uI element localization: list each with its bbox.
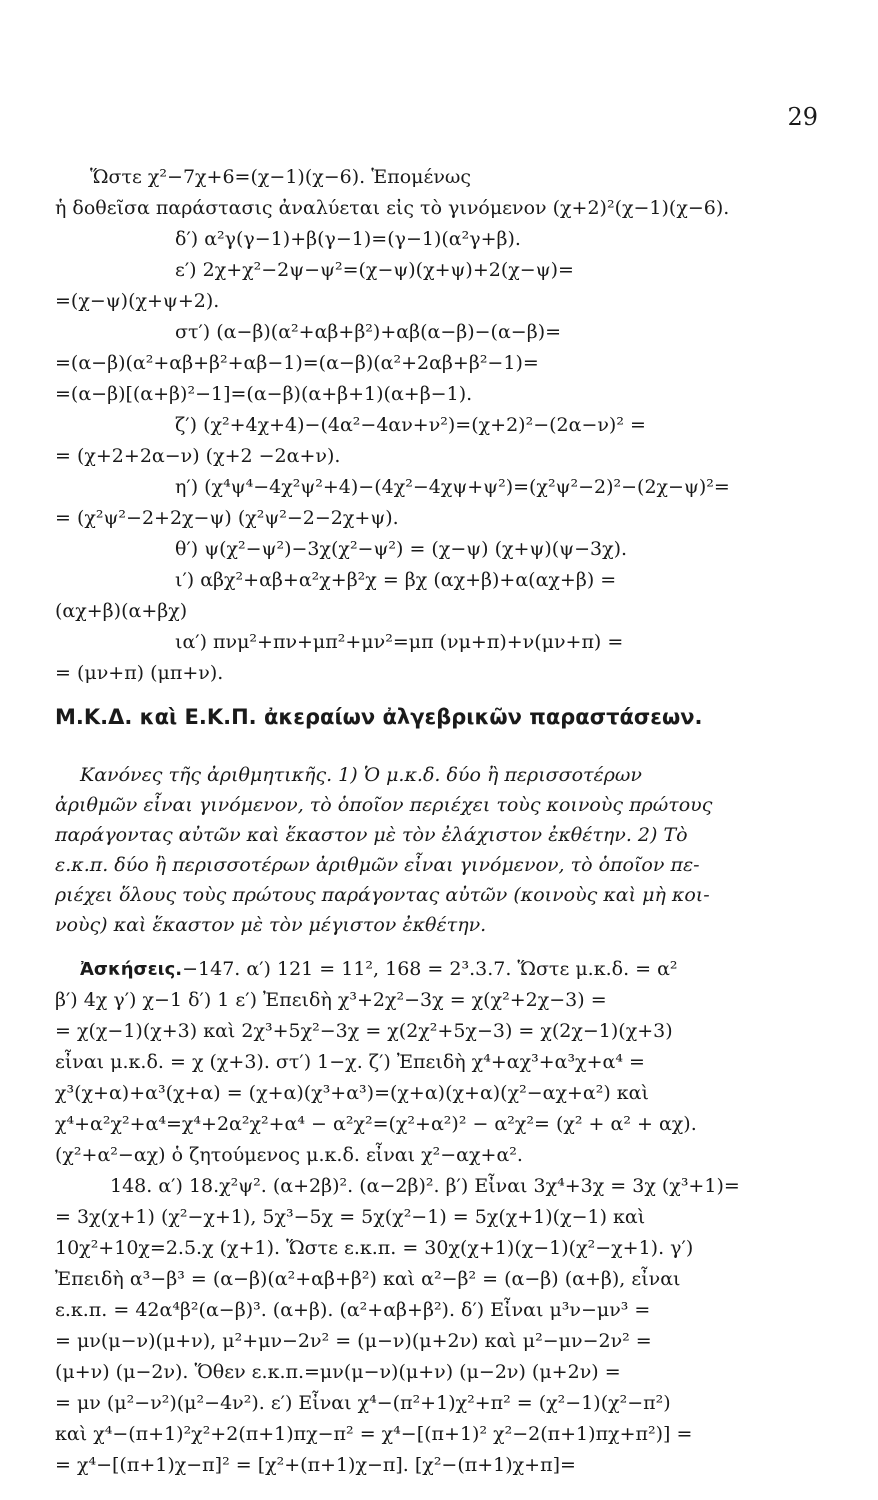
text-line: καὶ χ⁴−(π+1)²χ²+2(π+1)πχ−π² = χ⁴−[(π+1)² χ²−2(π+1)πχ+π²)] = [55, 1423, 693, 1445]
page-number: 29 [787, 103, 818, 131]
text-line: (χ²+α²−αχ) ὁ ζητούμενος μ.κ.δ. εἶναι χ²−αχ+α². [55, 1144, 523, 1166]
text-line: δ′) α²γ(γ−1)+β(γ−1)=(γ−1)(α²γ+β). [175, 228, 521, 250]
rule-line: ριέχει ὅλους τοὺς πρώτους παράγοντας αὐτῶν (κοινοὺς καὶ μὴ κοι- [55, 884, 710, 906]
rule-line: νοὺς) καὶ ἕκαστον μὲ τὸν μέγιστον ἐκθέτην. [55, 914, 487, 936]
text-line: ἡ δοθεῖσα παράστασις ἀναλύεται εἰς τὸ γινόμενον (χ+2)²(χ−1)(χ−6). [55, 197, 730, 219]
text-line: ζ′) (χ²+4χ+4)−(4α²−4αν+ν²)=(χ+2)²−(2α−ν)² = [175, 414, 646, 436]
text-line: χ³(χ+α)+α³(χ+α) = (χ+α)(χ³+α³)=(χ+α)(χ+α)(χ²−αχ+α²) καὶ [55, 1082, 649, 1104]
text-line: θ′) ψ(χ²−ψ²)−3χ(χ²−ψ²) = (χ−ψ) (χ+ψ)(ψ−3χ). [175, 538, 628, 560]
text-line: = 3χ(χ+1) (χ²−χ+1), 5χ³−5χ = 5χ(χ²−1) = 5χ(χ+1)(χ−1) καὶ [55, 1206, 646, 1228]
rule-line: παράγοντας αὐτῶν καὶ ἕκαστον μὲ τὸν ἐλάχιστον ἐκθέτην. 2) Τὸ [55, 824, 688, 846]
text-line: = χ(χ−1)(χ+3) καὶ 2χ³+5χ²−3χ = χ(2χ²+5χ−3) = χ(2χ−1)(χ+3) [55, 1020, 673, 1042]
rule-line: Κανόνες τῆς ἀριθμητικῆς. 1) Ὁ μ.κ.δ. δύο ἢ περισσοτέρων [80, 764, 642, 786]
text-line: =(χ−ψ)(χ+ψ+2). [55, 290, 220, 312]
text-line: (αχ+β)(α+βχ) [55, 600, 188, 622]
text-line: εἶναι μ.κ.δ. = χ (χ+3). στ′) 1−χ. ζ′) Ἐπειδὴ χ⁴+αχ³+α³χ+α⁴ = [55, 1051, 645, 1073]
text-line: χ⁴+α²χ²+α⁴=χ⁴+2α²χ²+α⁴ − α²χ²=(χ²+α²)² − α²χ²= (χ² + α² + αχ). [55, 1113, 697, 1135]
rule-line: ε.κ.π. δύο ἢ περισσοτέρων ἀριθμῶν εἶναι γινόμενον, τὸ ὁποῖον πε- [55, 854, 700, 876]
text-line: =(α−β)(α²+αβ+β²+αβ−1)=(α−β)(α²+2αβ+β²−1)= [55, 352, 539, 374]
text-line: = χ⁴−[(π+1)χ−π]² = [χ²+(π+1)χ−π]. [χ²−(π+1)χ+π]= [55, 1454, 576, 1476]
text-line: Ὥστε χ²−7χ+6=(χ−1)(χ−6). Ἑπομένως [90, 166, 472, 188]
rule-line: ἀριθμῶν εἶναι γινόμενον, τὸ ὁποῖον περιέχει τοὺς κοινοὺς πρώτους [55, 794, 713, 816]
text-line: = μν (μ²−ν²)(μ²−4ν²). ε′) Εἶναι χ⁴−(π²+1)χ²+π² = (χ²−1)(χ²−π²) [55, 1392, 671, 1414]
text-line: ε′) 2χ+χ²−2ψ−ψ²=(χ−ψ)(χ+ψ)+2(χ−ψ)= [175, 259, 574, 281]
text-line: στ′) (α−β)(α²+αβ+β²)+αβ(α−β)−(α−β)= [175, 321, 562, 343]
text-line: ι′) αβχ²+αβ+α²χ+β²χ = βχ (αχ+β)+α(αχ+β) = [175, 569, 617, 591]
exercises-label: Ἀσκήσεις. [80, 959, 183, 980]
text-line: Ἐπειδὴ α³−β³ = (α−β)(α²+αβ+β²) καὶ α²−β² = (α−β) (α+β), εἶναι [55, 1268, 681, 1290]
text-line: 148. α′) 18.χ²ψ². (α+2β)². (α−2β)². β′) Εἶναι 3χ⁴+3χ = 3χ (χ³+1)= [110, 1175, 740, 1197]
section-heading: Μ.Κ.Δ. καὶ Ε.Κ.Π. ἀκεραίων ἀλγεβρικῶν παραστάσεων. [55, 705, 703, 729]
text-line: ια′) πνμ²+πν+μπ²+μν²=μπ (νμ+π)+ν(μν+π) = [175, 631, 624, 653]
text-line: (μ+ν) (μ−2ν). Ὅθεν ε.κ.π.=μν(μ−ν)(μ+ν) (μ−2ν) (μ+2ν) = [55, 1361, 621, 1383]
text-line: = (χ+2+2α−ν) (χ+2 −2α+ν). [55, 445, 341, 467]
text-line: ε.κ.π. = 42α⁴β²(α−β)³. (α+β). (α²+αβ+β²). δ′) Εἶναι μ³ν−μν³ = [55, 1299, 651, 1321]
text-line: = (χ²ψ²−2+2χ−ψ) (χ²ψ²−2−2χ+ψ). [55, 507, 399, 529]
text-line: β′) 4χ γ′) χ−1 δ′) 1 ε′) Ἐπειδὴ χ³+2χ²−3χ = χ(χ²+2χ−3) = [55, 989, 607, 1011]
text-line: −147. α′) 121 = 11², 168 = 2³.3.7. Ὥστε μ.κ.δ. = α² [182, 958, 678, 980]
text-line: = (μν+π) (μπ+ν). [55, 662, 224, 684]
text-line: = μν(μ−ν)(μ+ν), μ²+μν−2ν² = (μ−ν)(μ+2ν) καὶ μ²−μν−2ν² = [55, 1330, 652, 1352]
text-line: η′) (χ⁴ψ⁴−4χ²ψ²+4)−(4χ²−4χψ+ψ²)=(χ²ψ²−2)²−(2χ−ψ)²= [175, 476, 730, 498]
text-line: =(α−β)[(α+β)²−1]=(α−β)(α+β+1)(α+β−1). [55, 383, 473, 405]
text-line: 10χ²+10χ=2.5.χ (χ+1). Ὥστε ε.κ.π. = 30χ(χ+1)(χ−1)(χ²−χ+1). γ′) [55, 1237, 694, 1259]
